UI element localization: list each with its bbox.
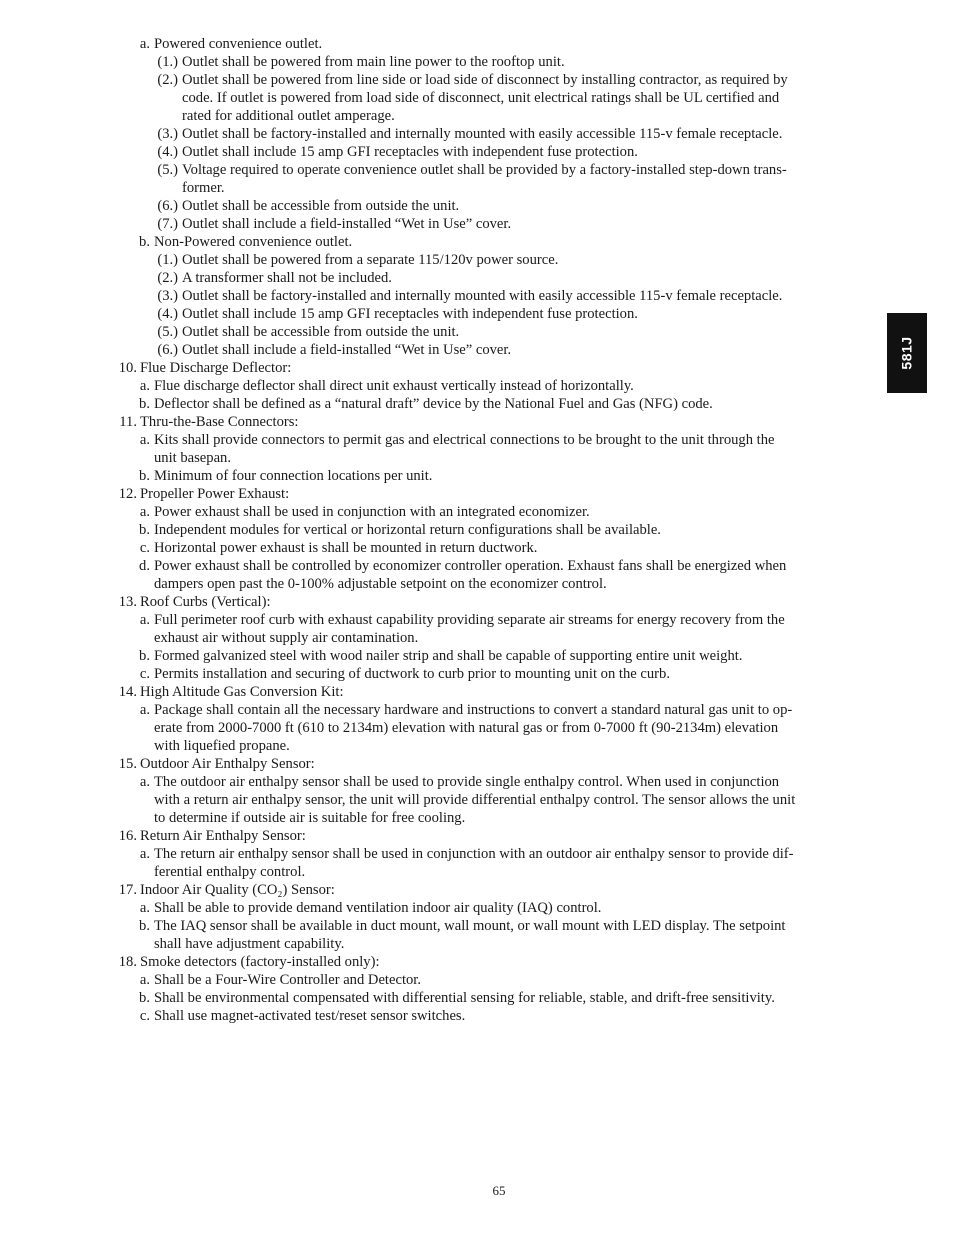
list-marker: b.: [139, 918, 150, 934]
list-marker: 12.: [118, 486, 137, 502]
text-line: [0, 71, 954, 89]
item-text: Flue discharge deflector shall direct unit exhaust vertically instead of horizontally.: [154, 378, 634, 394]
list-marker: a.: [139, 36, 150, 52]
item-text: former.: [182, 180, 225, 196]
text-line: [0, 179, 954, 197]
text-line: [0, 449, 954, 467]
item-text: Outlet shall be powered from line side or load side of disconnect by installing contractor, as required by: [182, 72, 788, 88]
list-marker: (2.): [157, 270, 178, 286]
text-line: [0, 827, 954, 845]
list-marker: a.: [139, 432, 150, 448]
list-marker: 18.: [118, 954, 137, 970]
list-marker: c.: [139, 1008, 150, 1024]
item-text: Minimum of four connection locations per unit.: [154, 468, 433, 484]
item-text: Outlet shall be factory-installed and internally mounted with easily accessible 115-v female receptacle.: [182, 126, 783, 142]
text-line: [0, 197, 954, 215]
text-line: [0, 89, 954, 107]
item-text: The outdoor air enthalpy sensor shall be used to provide single enthalpy control. When used in conjunction: [154, 774, 780, 790]
text-line: [0, 881, 954, 899]
sub-list-item: [0, 269, 954, 287]
item-text: High Altitude Gas Conversion Kit:: [140, 684, 344, 700]
item-text: Outlet shall be accessible from outside the unit.: [182, 324, 460, 340]
spec-document: [0, 35, 954, 1025]
item-text: Permits installation and securing of ductwork to curb prior to mounting unit on the curb.: [154, 666, 670, 682]
text-line: [0, 665, 954, 683]
text-line: [0, 845, 954, 863]
list-marker: a.: [139, 900, 150, 916]
list-marker: d.: [139, 558, 150, 574]
item-text: Power exhaust shall be controlled by economizer controller operation. Exhaust fans shall be energized when: [154, 558, 787, 574]
item-text: dampers open past the 0-100% adjustable setpoint on the economizer control.: [154, 576, 607, 592]
list-marker: (4.): [157, 144, 178, 160]
item-text: Powered convenience outlet.: [154, 36, 323, 52]
sub-list-item: [0, 197, 954, 215]
text-line: [0, 215, 954, 233]
item-text: Outlet shall include 15 amp GFI receptacles with independent fuse protection.: [182, 306, 638, 322]
text-line: [0, 629, 954, 647]
list-item: [0, 773, 954, 827]
text-line: [0, 53, 954, 71]
list-marker: a.: [139, 846, 150, 862]
item-text: with liquefied propane.: [154, 738, 290, 754]
text-line: [0, 539, 954, 557]
text-line: [0, 737, 954, 755]
list-marker: c.: [139, 666, 150, 682]
list-marker: b.: [139, 468, 150, 484]
item-text: Outlet shall be factory-installed and internally mounted with easily accessible 115-v female receptacle.: [182, 288, 783, 304]
text-line: [0, 323, 954, 341]
list-item: [0, 899, 954, 917]
item-text: Kits shall provide connectors to permit gas and electrical connections to be brought to the unit through the: [154, 432, 775, 448]
list-marker: (5.): [157, 324, 178, 340]
sub-list-item: [0, 287, 954, 305]
text-line: [0, 917, 954, 935]
text-line: [0, 341, 954, 359]
sub-list-item: [0, 251, 954, 269]
text-line: [0, 1007, 954, 1025]
list-marker: (6.): [157, 198, 178, 214]
text-line: [0, 683, 954, 701]
text-line: [0, 125, 954, 143]
section-heading: [0, 881, 954, 899]
text-line: [0, 935, 954, 953]
item-text: Outlet shall be accessible from outside the unit.: [182, 198, 460, 214]
item-text: Shall be environmental compensated with differential sensing for reliable, stable, and drift-free sensitivity.: [154, 990, 775, 1006]
text-line: [0, 557, 954, 575]
list-marker: b.: [139, 396, 150, 412]
list-marker: (2.): [157, 72, 178, 88]
text-line: [0, 251, 954, 269]
section-heading: [0, 413, 954, 431]
list-item: [0, 845, 954, 881]
item-text: to determine if outside air is suitable for free cooling.: [154, 810, 466, 826]
item-text: erate from 2000-7000 ft (610 to 2134m) elevation with natural gas or from 0-7000 ft (90-2134m) elevation: [154, 720, 779, 736]
text-line: [0, 773, 954, 791]
text-line: [0, 233, 954, 251]
list-item: [0, 521, 954, 539]
text-line: [0, 719, 954, 737]
list-marker: (6.): [157, 342, 178, 358]
model-side-tab: [887, 313, 927, 393]
item-text: Indoor Air Quality (CO₂) Sensor:: [140, 882, 335, 898]
section-heading: [0, 485, 954, 503]
item-text: Shall be a Four-Wire Controller and Detector.: [154, 972, 421, 988]
item-text: Outlet shall include a field-installed “Wet in Use” cover.: [182, 342, 512, 358]
list-marker: a.: [139, 378, 150, 394]
sub-list-item: [0, 143, 954, 161]
sub-list-item: [0, 215, 954, 233]
item-text: Outlet shall include a field-installed “Wet in Use” cover.: [182, 216, 512, 232]
list-marker: (7.): [157, 216, 178, 232]
list-item: [0, 971, 954, 989]
list-marker: 10.: [118, 360, 137, 376]
item-text: Full perimeter roof curb with exhaust capability providing separate air streams for energy recovery from the: [154, 612, 785, 628]
sub-list-item: [0, 161, 954, 197]
text-line: [0, 377, 954, 395]
item-text: shall have adjustment capability.: [154, 936, 345, 952]
item-text: Outlet shall include 15 amp GFI receptacles with independent fuse protection.: [182, 144, 638, 160]
text-line: [0, 971, 954, 989]
text-line: [0, 467, 954, 485]
model-side-tab-label: 581J: [899, 336, 915, 370]
section-heading: [0, 593, 954, 611]
item-text: The IAQ sensor shall be available in duct mount, wall mount, or wall mount with LED display. The setpoint: [154, 918, 786, 934]
item-text: ferential enthalpy control.: [154, 864, 306, 880]
text-line: [0, 269, 954, 287]
list-marker: (5.): [157, 162, 178, 178]
item-text: Package shall contain all the necessary hardware and instructions to convert a standard natural gas unit to op-: [154, 702, 793, 718]
text-line: [0, 503, 954, 521]
item-text: Outlet shall be powered from a separate 115/120v power source.: [182, 252, 559, 268]
item-text: Deflector shall be defined as a “natural draft” device by the National Fuel and Gas (NFG) code.: [154, 396, 713, 412]
list-marker: (3.): [157, 126, 178, 142]
item-text: unit basepan.: [154, 450, 232, 466]
text-line: [0, 107, 954, 125]
list-item: [0, 431, 954, 467]
item-text: Propeller Power Exhaust:: [140, 486, 290, 502]
list-item: [0, 539, 954, 557]
list-item: [0, 35, 954, 53]
section-heading: [0, 827, 954, 845]
list-item: [0, 377, 954, 395]
list-item: [0, 467, 954, 485]
item-text: A transformer shall not be included.: [182, 270, 392, 286]
text-line: [0, 593, 954, 611]
text-line: [0, 161, 954, 179]
item-text: Return Air Enthalpy Sensor:: [140, 828, 306, 844]
list-item: [0, 503, 954, 521]
item-text: Voltage required to operate convenience outlet shall be provided by a factory-installed step-down trans-: [182, 162, 787, 178]
sub-list-item: [0, 71, 954, 125]
text-line: [0, 305, 954, 323]
text-line: [0, 359, 954, 377]
text-line: [0, 701, 954, 719]
text-line: [0, 431, 954, 449]
list-marker: (3.): [157, 288, 178, 304]
sub-list-item: [0, 305, 954, 323]
item-text: Non-Powered convenience outlet.: [154, 234, 353, 250]
item-text: code. If outlet is powered from load side of disconnect, unit electrical ratings shall be UL certified and: [182, 90, 780, 106]
text-line: [0, 287, 954, 305]
section-heading: [0, 683, 954, 701]
list-marker: (1.): [157, 252, 178, 268]
list-marker: a.: [139, 612, 150, 628]
list-marker: 11.: [119, 414, 137, 430]
list-item: [0, 665, 954, 683]
text-line: [0, 413, 954, 431]
item-text: The return air enthalpy sensor shall be used in conjunction with an outdoor air enthalpy sensor to provide dif-: [154, 846, 794, 862]
list-marker: (1.): [157, 54, 178, 70]
page-number: 65: [492, 1183, 506, 1198]
item-text: Thru-the-Base Connectors:: [140, 414, 299, 430]
list-marker: 17.: [118, 882, 137, 898]
item-text: Roof Curbs (Vertical):: [140, 594, 271, 610]
item-text: Shall use magnet-activated test/reset sensor switches.: [154, 1008, 466, 1024]
sub-list-item: [0, 125, 954, 143]
list-marker: a.: [139, 504, 150, 520]
text-line: [0, 809, 954, 827]
list-item: [0, 701, 954, 755]
text-line: [0, 647, 954, 665]
sub-list-item: [0, 53, 954, 71]
list-marker: b.: [139, 990, 150, 1006]
list-marker: 16.: [118, 828, 137, 844]
list-marker: c.: [139, 540, 150, 556]
item-text: with a return air enthalpy sensor, the unit will provide differential enthalpy control. The sensor allows the unit: [154, 792, 796, 808]
list-item: [0, 611, 954, 647]
item-text: Independent modules for vertical or horizontal return configurations shall be available.: [154, 522, 661, 538]
list-item: [0, 557, 954, 593]
list-marker: b.: [139, 234, 150, 250]
text-line: [0, 989, 954, 1007]
item-text: Shall be able to provide demand ventilation indoor air quality (IAQ) control.: [154, 900, 602, 916]
list-marker: a.: [139, 972, 150, 988]
list-marker: 14.: [118, 684, 137, 700]
list-marker: a.: [139, 774, 150, 790]
item-text: Flue Discharge Deflector:: [140, 360, 292, 376]
list-marker: a.: [139, 702, 150, 718]
text-line: [0, 485, 954, 503]
list-item: [0, 647, 954, 665]
text-line: [0, 143, 954, 161]
text-line: [0, 755, 954, 773]
sub-list-item: [0, 323, 954, 341]
item-text: Outdoor Air Enthalpy Sensor:: [140, 756, 315, 772]
item-text: Horizontal power exhaust is shall be mounted in return ductwork.: [154, 540, 538, 556]
section-heading: [0, 953, 954, 971]
item-text: Smoke detectors (factory-installed only):: [140, 954, 380, 970]
text-line: [0, 35, 954, 53]
text-line: [0, 521, 954, 539]
text-line: [0, 611, 954, 629]
item-text: exhaust air without supply air contamination.: [154, 630, 419, 646]
text-line: [0, 899, 954, 917]
list-marker: b.: [139, 522, 150, 538]
item-text: Power exhaust shall be used in conjunction with an integrated economizer.: [154, 504, 590, 520]
text-line: [0, 863, 954, 881]
text-line: [0, 953, 954, 971]
item-text: Outlet shall be powered from main line power to the rooftop unit.: [182, 54, 565, 70]
list-item: [0, 395, 954, 413]
text-line: [0, 575, 954, 593]
list-marker: 13.: [118, 594, 137, 610]
text-line: [0, 791, 954, 809]
list-item: [0, 1007, 954, 1025]
list-marker: b.: [139, 648, 150, 664]
section-heading: [0, 359, 954, 377]
list-marker: 15.: [118, 756, 137, 772]
item-text: rated for additional outlet amperage.: [182, 108, 395, 124]
list-item: [0, 917, 954, 953]
list-marker: (4.): [157, 306, 178, 322]
text-line: [0, 395, 954, 413]
item-text: Formed galvanized steel with wood nailer strip and shall be capable of supporting entire unit weight.: [154, 648, 743, 664]
sub-list-item: [0, 341, 954, 359]
list-item: [0, 233, 954, 251]
section-heading: [0, 755, 954, 773]
list-item: [0, 989, 954, 1007]
